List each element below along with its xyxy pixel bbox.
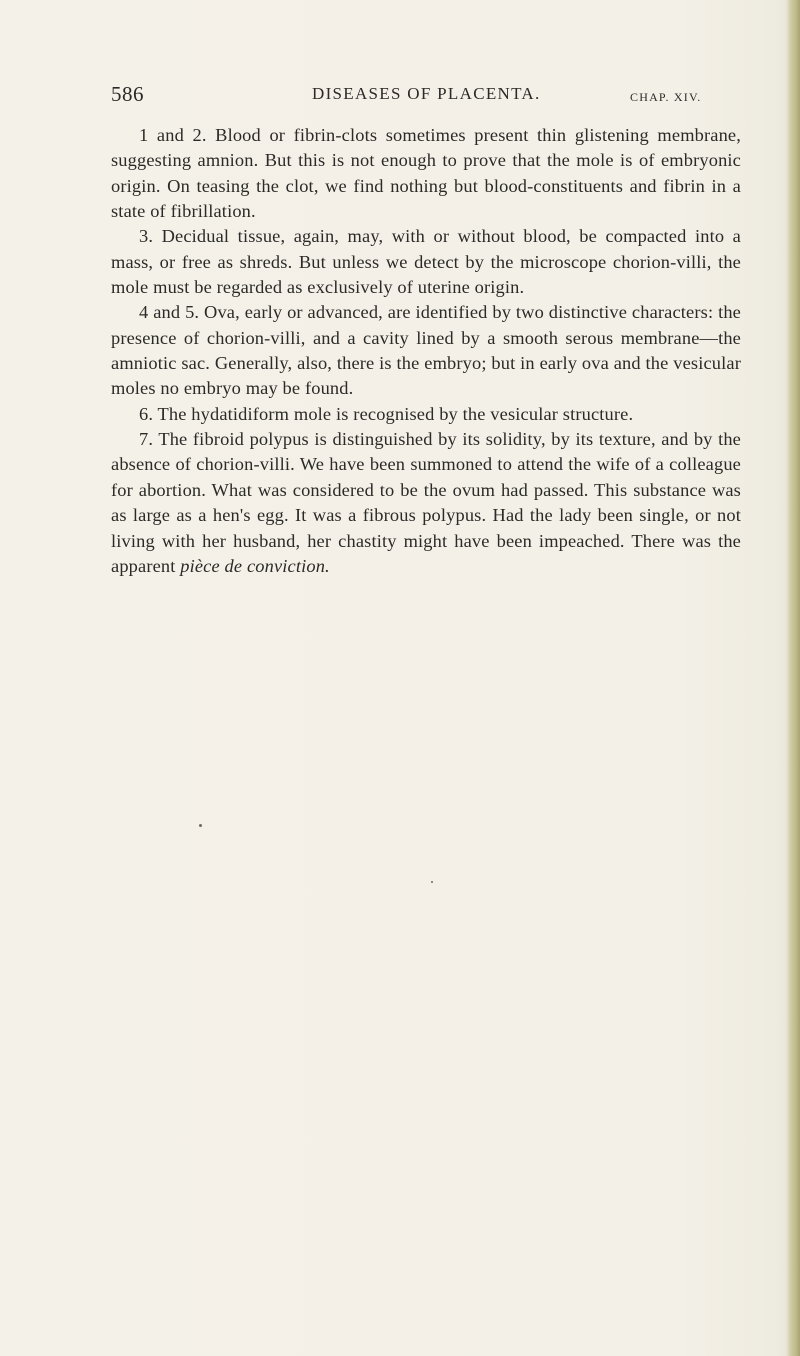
paragraph-text: 3. Decidual tissue, again, may, with or without blood, be compacted into a mass, or free as shreds. But unless we detect by the microscope chorion-villi, the mole must be regarded as exclusively of uterine origin. xyxy=(111,226,741,298)
paragraph-decidual-tissue xyxy=(111,224,741,300)
page-header xyxy=(111,82,763,112)
chapter-mark: CHAP. XIV. xyxy=(630,90,702,104)
paragraph-text: 1 and 2. Blood or fibrin-clots sometimes present thin glistening membrane, suggesting amnion. But this is not enough to prove that the mole is of embryonic origin. On teasing the clot, we find nothing but blood-constituents and fibrin in a state of fibrillation. xyxy=(111,125,741,222)
running-title: DISEASES OF PLACENTA. xyxy=(312,84,541,103)
page-edge-shadow xyxy=(786,0,800,1356)
paragraph-text: 6. The hydatidiform mole is recognised by the vesicular structure. xyxy=(139,403,634,424)
ink-speck xyxy=(199,824,202,827)
paragraph-text: 7. The fibroid polypus is distinguished by its solidity, by its texture, and by the absence of chorion-villi. We have been summoned to attend the wife of a colleague for abortion. What was considered to be the ovum had passed. This substance was as large as a hen's egg. It was a fibrous polypus. Had the lady been single, or not living with her husband, her chastity might have been impeached. There was the apparent xyxy=(111,429,741,576)
paragraph-fibroid-polypus xyxy=(111,427,741,579)
page-number: 586 xyxy=(111,82,144,106)
paragraph-ova xyxy=(111,300,741,401)
paragraph-blood-clots xyxy=(111,123,741,224)
ink-speck xyxy=(431,881,433,883)
body-text xyxy=(111,123,741,579)
italic-phrase: pièce de conviction. xyxy=(180,555,330,576)
paragraph-hydatidiform-mole xyxy=(111,402,741,427)
paragraph-text: 4 and 5. Ova, early or advanced, are identified by two distinctive characters: the presence of chorion-villi, and a cavity lined by a smooth serous membrane—the amniotic sac. Generally, also, there is the embryo; but in early ova and the vesicular moles no embryo may be found. xyxy=(111,302,741,399)
